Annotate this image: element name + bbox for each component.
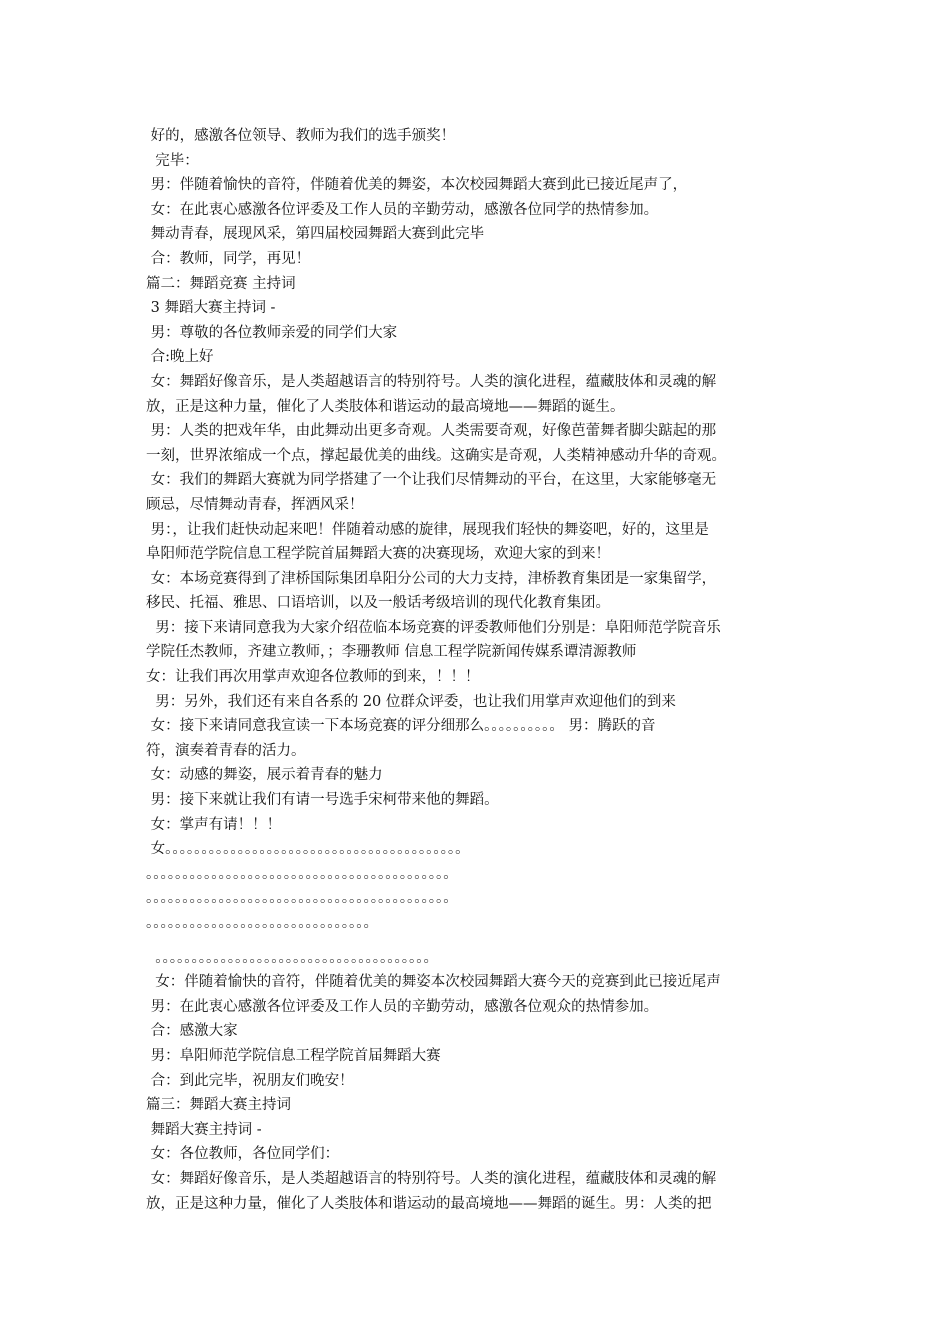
text-line: 完毕： xyxy=(146,152,199,169)
text-line: 女：掌声有请！！！ xyxy=(146,816,282,833)
text-line: 符，演奏着青春的活力。 xyxy=(146,742,306,759)
text-line: 女：在此衷心感激各位评委及工作人员的辛勤劳动，感激各位同学的热情参加。 xyxy=(146,201,659,218)
text-line: 阜阳师范学院信息工程学院首届舞蹈大赛的决赛现场，欢迎大家的到来！ xyxy=(146,546,610,563)
text-line: 女：各位教师，各位同学们： xyxy=(146,1146,340,1163)
text-line: 合：感激大家 xyxy=(146,1023,238,1040)
text-line: 。。。。。。。。。。。。。。。。。。。。。。。。。。。。。。。。。。。。。。。。。。 xyxy=(146,890,458,907)
document-body xyxy=(146,124,810,1216)
text-line: 合：教师，同学，再见！ xyxy=(146,250,311,267)
text-line: 合:晚上好 xyxy=(146,349,214,366)
text-line: 女：我们的舞蹈大赛就为同学搭建了一个让我们尽情舞动的平台，在这里，大家能够毫无 xyxy=(146,472,717,489)
text-line: 男：人类的把戏年华，由此舞动出更多奇观。人类需要奇观，好像芭蕾舞者脚尖踮起的那 xyxy=(146,423,717,440)
text-line: 男：阜阳师范学院信息工程学院首届舞蹈大赛 xyxy=(146,1047,441,1064)
text-line: 篇三：舞蹈大赛主持词 xyxy=(146,1097,291,1114)
text-line: 男：接下来请同意我为大家介绍莅临本场竞赛的评委教师他们分别是：阜阳师范学院音乐 xyxy=(146,619,721,636)
text-line: 合：到此完毕，祝朋友们晚安！ xyxy=(146,1072,354,1089)
text-line: 女。。。。。。。。。。。。。。。。。。。。。。。。。。。。。。。。。。。。。。。。。 xyxy=(146,841,470,858)
text-line: 好的，感激各位领导、教师为我们的选手颁奖！ xyxy=(146,128,456,144)
text-line: 放，正是这种力量，催化了人类肢体和谐运动的最高境地——舞蹈的诞生。男：人类的把 xyxy=(146,1195,712,1212)
text-line: 女：让我们再次用掌声欢迎各位教师的到来，！！！ xyxy=(146,669,480,686)
text-line: 女：动感的舞姿，展示着青春的魅力 xyxy=(146,767,383,784)
text-line: 舞蹈大赛主持词 - xyxy=(146,1121,262,1138)
text-line: 女：舞蹈好像音乐，是人类超越语言的特别符号。人类的演化进程，蕴藏肢体和灵魂的解 xyxy=(146,1170,717,1187)
text-line: 男：接下来就让我们有请一号选手宋柯带来他的舞蹈。 xyxy=(146,792,499,809)
text-line: 男：伴随着愉快的音符，伴随着优美的舞姿，本次校园舞蹈大赛到此已接近尾声了， xyxy=(146,177,688,194)
text-line: 篇二：舞蹈竞赛 主持词 xyxy=(146,275,296,292)
text-line: 。。。。。。。。。。。。。。。。。。。。。。。。。。。。。。。。。。。。。。 xyxy=(146,949,438,966)
text-line: 放，正是这种力量，催化了人类肢体和谐运动的最高境地——舞蹈的诞生。 xyxy=(146,398,625,415)
text-line: 舞动青春，展现风采，第四届校园舞蹈大赛到此完毕 xyxy=(146,226,485,243)
text-line: 男：在此衷心感激各位评委及工作人员的辛勤劳动，感激各位观众的热情参加。 xyxy=(146,998,659,1015)
text-line: 女：本场竞赛得到了津桥国际集团阜阳分公司的大力支持，津桥教育集团是一家集留学， xyxy=(146,570,717,587)
text-line: 男：尊敬的各位教师亲爱的同学们大家 xyxy=(146,324,398,341)
text-line: 女：伴随着愉快的音符，伴随着优美的舞姿本次校园舞蹈大赛今天的竞赛到此已接近尾声 xyxy=(146,974,721,991)
text-line: 。。。。。。。。。。。。。。。。。。。。。。。。。。。。。。。 xyxy=(146,915,378,931)
text-line: 男：另外，我们还有来自各系的 20 位群众评委，也让我们用掌声欢迎他们的到来 xyxy=(146,693,676,710)
text-line: 移民、托福、雅思、口语培训，以及一般话考级培训的现代化教育集团。 xyxy=(146,595,610,612)
text-line: 男：，让我们赶快动起来吧！伴随着动感的旋律，展现我们轻快的舞姿吧，好的，这里是 xyxy=(146,521,709,538)
text-line: 学院任杰教师，齐建立教师，；李珊教师 信息工程学院新闻传媒系谭清源教师 xyxy=(146,644,637,661)
text-line: 顾忌，尽情舞动青春，挥洒风采！ xyxy=(146,496,364,513)
text-line: 女：接下来请同意我宣读一下本场竞赛的评分细那么。。。。。。。。。。 男：腾跃的音 xyxy=(146,718,656,735)
paragraph-gap xyxy=(146,936,810,946)
text-line: 女：舞蹈好像音乐，是人类超越语言的特别符号。人类的演化进程，蕴藏肢体和灵魂的解 xyxy=(146,373,717,390)
text-line: 3 舞蹈大赛主持词 - xyxy=(146,300,276,317)
text-line: 。。。。。。。。。。。。。。。。。。。。。。。。。。。。。。。。。。。。。。。。。。 xyxy=(146,865,458,882)
text-line: 一刻，世界浓缩成一个点，撑起最优美的曲线。这确实是奇观，人类精神感动升华的奇观。 xyxy=(146,447,726,464)
